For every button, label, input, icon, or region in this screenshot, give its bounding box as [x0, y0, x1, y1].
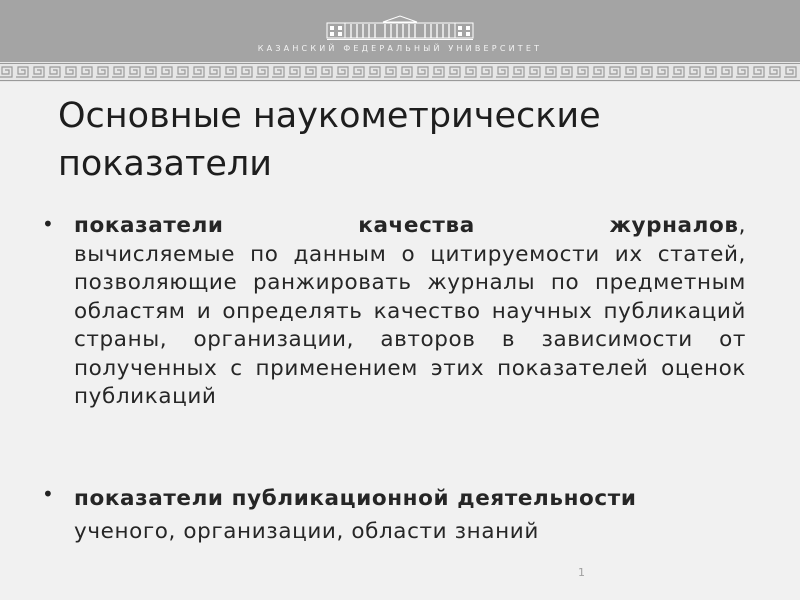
bullet-2-bold: показатели публикационной деятельности [74, 486, 637, 511]
bullet-1-bold-word-3: журналов [609, 213, 739, 238]
bullet-item-1 [74, 212, 746, 412]
slide-title-line-2: показатели [58, 144, 272, 184]
bullet-1-bold-word-3-wrap [609, 212, 746, 241]
slide-title [58, 92, 738, 188]
bullet-1-bold-word-1: показатели [74, 213, 224, 238]
header-bar [0, 0, 800, 62]
bullet-2-text: ученого, организации, области знаний [74, 519, 539, 544]
bullet-item-2 [74, 482, 746, 548]
bullet-1-text: вычисляемые по данным о цитируемости их статей, позволяющие ранжировать журналы по предметным областям и определять качество научных публикаций страны, организации, авторов в зависимости от полученных с применением этих показателей оценок публикаций [74, 241, 746, 409]
bullet-1-first-line [74, 212, 746, 241]
greek-key-ornament [0, 66, 800, 78]
ornament-bottom-line [0, 80, 800, 81]
ornament-top-line [0, 63, 800, 64]
bullet-1-comma: , [738, 213, 746, 238]
bullet-1-bold-word-2: качества [358, 213, 475, 238]
university-name: КАЗАНСКИЙ ФЕДЕРАЛЬНЫЙ УНИВЕРСИТЕТ [257, 44, 543, 53]
bullet-marker-1: • [42, 212, 54, 236]
ornament-band [0, 62, 800, 82]
page-number: 1 [578, 566, 585, 579]
slide-title-line-1: Основные наукометрические [58, 96, 601, 136]
bullet-marker-2: • [42, 482, 54, 506]
university-building-icon [325, 14, 475, 40]
